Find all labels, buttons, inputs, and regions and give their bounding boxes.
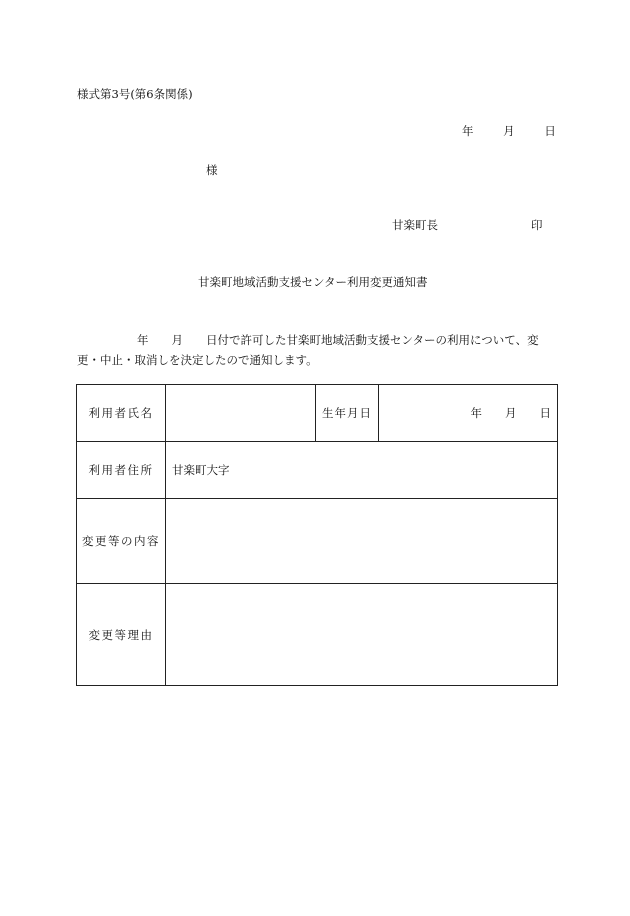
body-line-2: 更・中止・取消しを決定したので通知します。 — [77, 353, 318, 367]
issue-date — [462, 123, 556, 139]
table-row — [77, 385, 558, 442]
issuer-name: 甘楽町長 — [392, 218, 438, 232]
table-row — [77, 442, 558, 499]
name-field[interactable] — [166, 385, 316, 442]
name-label: 利用者氏名 — [77, 385, 166, 442]
change-content-field[interactable] — [166, 499, 558, 584]
date-year: 年 — [462, 124, 474, 138]
table-row — [77, 499, 558, 584]
birthdate-field[interactable]: 年 月 日 — [379, 385, 558, 442]
date-month: 月 — [503, 124, 515, 138]
document-title: 甘楽町地域活動支援センター利用変更通知書 — [198, 275, 428, 289]
seal-mark: 印 — [531, 218, 543, 232]
change-reason-field[interactable] — [166, 584, 558, 686]
change-reason-label: 変更等理由 — [77, 584, 166, 686]
body-text — [77, 330, 557, 370]
form-number: 様式第3号(第6条関係) — [77, 87, 193, 101]
change-content-label: 変更等の内容 — [77, 499, 166, 584]
body-line-1: 年 月 日付で許可した甘楽町地域活動支援センターの利用について、変 — [137, 333, 539, 347]
address-field[interactable]: 甘楽町大字 — [166, 442, 558, 499]
address-label: 利用者住所 — [77, 442, 166, 499]
birthdate-label: 生年月日 — [316, 385, 379, 442]
table-row — [77, 584, 558, 686]
info-table — [76, 384, 558, 686]
addressee-suffix: 様 — [206, 163, 218, 177]
date-day: 日 — [544, 124, 556, 138]
